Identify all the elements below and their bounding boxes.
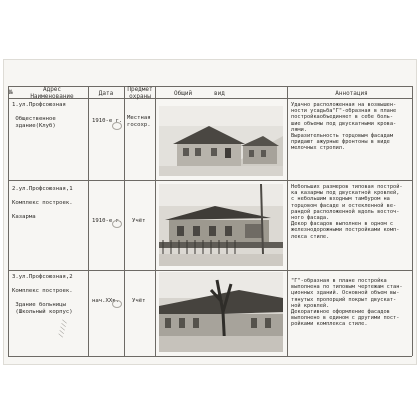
col-border-left [8, 86, 9, 356]
stamp-mark-2 [112, 220, 122, 228]
row-2-address: 2.ул.Профсоюзная,1 Комплекс построек. Казарма [12, 186, 73, 220]
row-2-annotation: Небольших размеров типовая построй- ка казармы под двускатной кровлей, с небольшим входным тамбуром на торцовом фасаде и остекленной ве- рандой расположенной вдоль восточ- ного фасада. Декор фасадов выполнен в одном с железнодорожными постройками комп- лекса стиле. [291, 184, 403, 240]
row-3-address: 3.ул.Профсоюзная,2 Комплекс построек. Здание больницы (Школьный корпус) [12, 274, 73, 315]
row-divider-2 [8, 270, 412, 271]
pencil-mark: ///// [57, 318, 69, 339]
col-border-photo [287, 86, 288, 356]
row-divider-1 [8, 180, 412, 181]
row-3-annotation: "Г"-образная в плане постройка выполнена по типовым чертежам стан- ционных зданий. Основной объем вы- тянутых пропорций покрыт двускат- ной кровлей. Декоративное оформление фасадов выполнено в едином с другими пост- ройками комплекса стиле. [291, 278, 403, 328]
row-1-photo [159, 106, 283, 176]
hospital-building-image [159, 272, 283, 352]
row-2-date: 1910-е г. [92, 218, 123, 224]
col-border-address [88, 86, 89, 356]
row-3-subject: Учёт [132, 298, 146, 304]
stamp-mark-3 [112, 300, 122, 308]
row-3-photo [159, 272, 283, 352]
table-bottom-border [8, 356, 412, 357]
header-view: Общий [174, 90, 193, 97]
col-border-right [412, 86, 413, 356]
header-view-2: вид [214, 90, 225, 97]
row-1-address: 1.ул.Профсоюзная Общественное здание(Клуб) [12, 102, 66, 129]
header-num: № [9, 89, 13, 96]
row-1-subject: Местная госохр. [127, 115, 151, 128]
row-3-date: нач.ХХв. [92, 298, 119, 304]
header-subject: Предмет охраны [127, 86, 153, 100]
barracks-building-image [159, 184, 283, 266]
row-2-photo [159, 184, 283, 266]
document-sheet [4, 60, 416, 364]
header-annotation: Аннотация [335, 90, 368, 97]
row-2-subject: Учёт [132, 218, 146, 224]
header-date: Дата [98, 90, 114, 97]
stamp-mark-1 [112, 122, 122, 130]
club-building-image [159, 106, 283, 176]
header-address: Адрес Наименование [30, 86, 74, 100]
col-border-subject [155, 86, 156, 356]
col-border-date [124, 86, 125, 356]
row-1-date: 1910-е г. [92, 118, 123, 124]
row-1-annotation: Удачно расположенная на возвышен- ности усадьба"Г"-образная в плане постройкаобъединяет в себе боль- шие объемы под двускатными крова- лями. Выразительность торцовым фасадам придают ажурные фронтоны в виде мелочных стропил. [291, 102, 397, 152]
